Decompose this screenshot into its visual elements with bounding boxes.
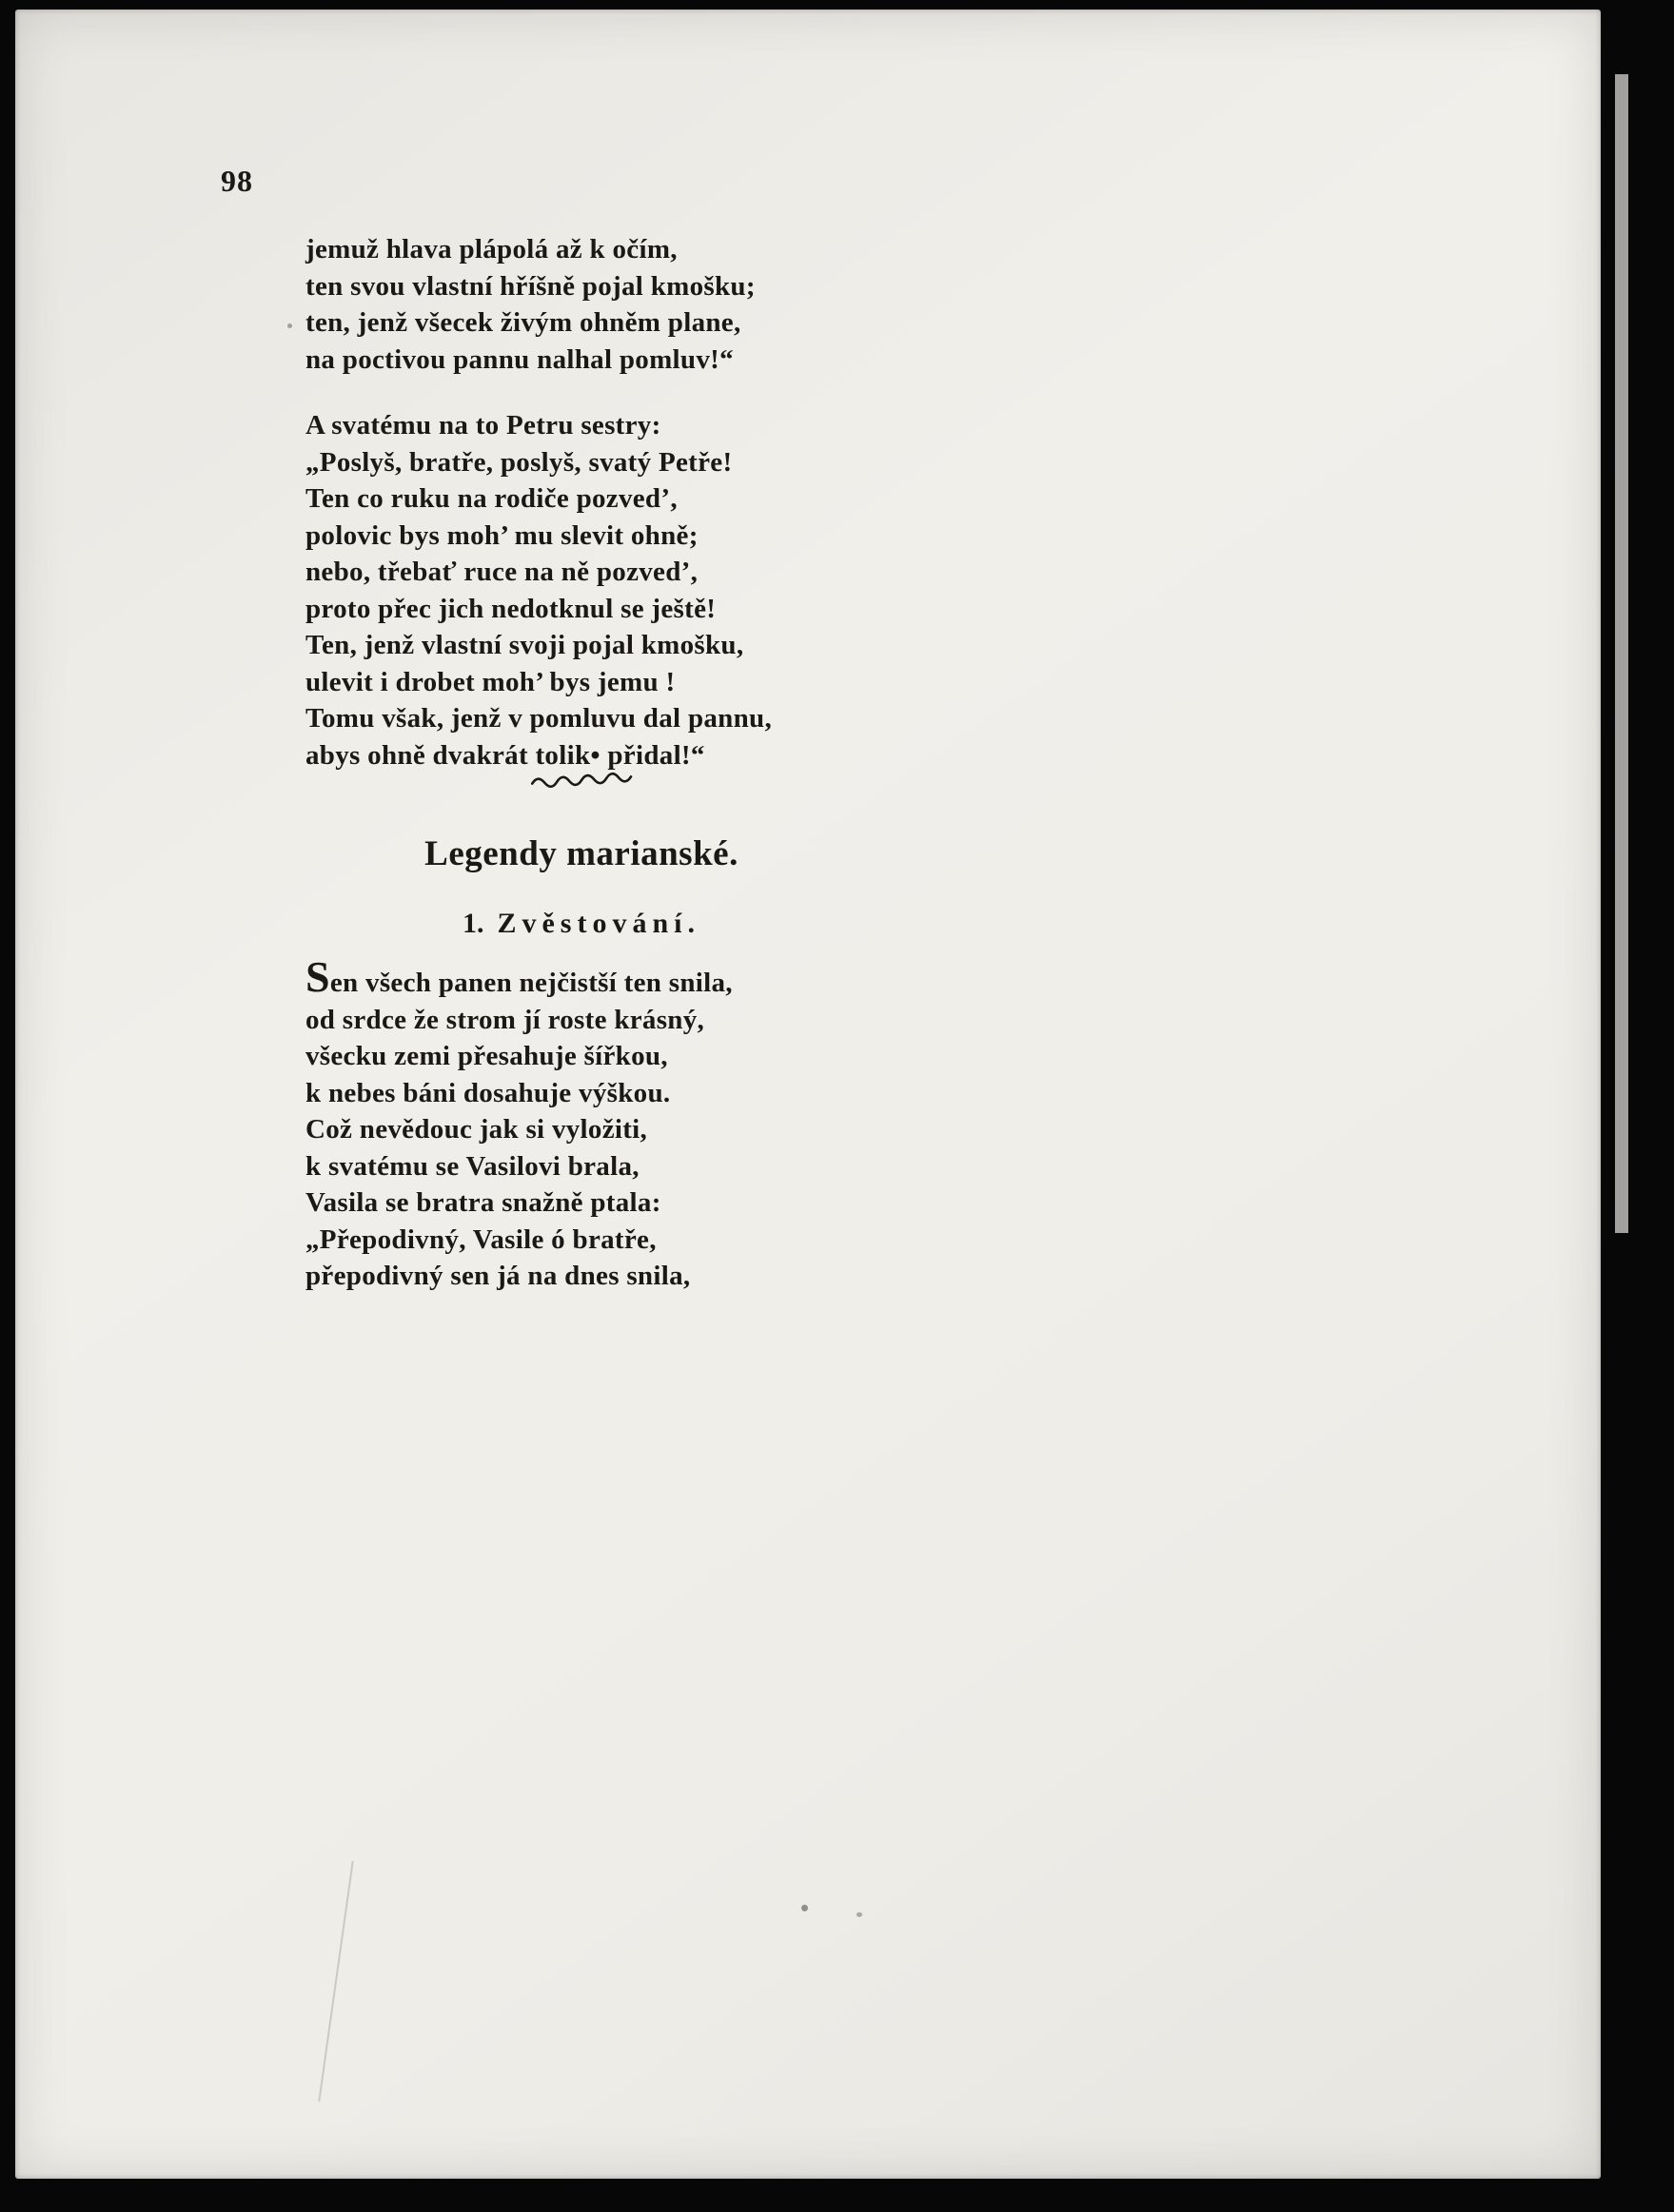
section-subheading — [305, 908, 857, 940]
scan-speckle — [801, 1905, 808, 1911]
verse-line: A svatému na to Petru sestry: — [305, 410, 661, 440]
verse-line: všecku zemi přesahuje šířkou, — [305, 1041, 668, 1071]
verse-line: ten svou vlastní hříšně pojal kmošku; — [305, 270, 756, 302]
subsection-title: Zvěstování. — [497, 908, 700, 939]
verse-line: nebo, třebať ruce na ně pozved’, — [305, 557, 699, 587]
verse-stanza-3 — [305, 952, 857, 1295]
verse-line: Ten, jenž vlastní svoji pojal kmošku, — [305, 630, 744, 660]
verse-line: přepodivný sen já na dnes snila, — [305, 1261, 691, 1291]
verse-line: Vasila se bratra snažně ptala: — [305, 1187, 661, 1218]
verse-line: jemuž hlava plápolá až k očím, — [305, 234, 678, 264]
book-page — [15, 10, 1601, 2179]
verse-line: ulevit i drobet moh’ bys jemu ! — [305, 666, 676, 697]
verse-stanza-1 — [305, 231, 857, 378]
scan-speckle — [857, 1912, 862, 1917]
verse-line: na poctivou pannu nalhal pomluv!“ — [305, 343, 734, 375]
scan-speckle — [287, 323, 292, 328]
section-heading: Legendy marianské. — [424, 834, 739, 873]
verse-line: Ten co ruku na rodiče pozved’, — [305, 483, 678, 514]
verse-line: k nebes báni dosahuje výškou. — [305, 1077, 671, 1108]
verse-line: „Poslyš, bratře, poslyš, svatý Petře! — [305, 446, 733, 478]
subsection-number: 1. — [462, 908, 484, 939]
verse-stanza-2 — [305, 407, 857, 773]
verse-line: Tomu však, jenž v pomluvu dal pannu, — [305, 703, 773, 734]
verse-line: Sen všech panen nejčistší ten snila, — [305, 952, 733, 1001]
verse-line: k svatému se Vasilovi brala, — [305, 1150, 640, 1182]
section-divider-squiggle — [305, 771, 857, 791]
verse-line: polovic bys moh’ mu slevit ohně; — [305, 519, 699, 551]
scan-edge-sliver — [1615, 74, 1628, 1233]
squiggle-rule-icon — [528, 767, 636, 790]
verse-line: Což nevědouc jak si vyložiti, — [305, 1114, 648, 1145]
verse-line: od srdce že strom jí roste krásný, — [305, 1004, 705, 1035]
verse-line: abys ohně dvakrát tolik• přidal!“ — [305, 739, 705, 771]
verse-line: ten, jenž všecek živým ohněm plane, — [305, 307, 741, 338]
page-number: 98 — [221, 164, 253, 198]
verse-line: „Přepodivný, Vasile ó bratře, — [305, 1223, 657, 1255]
verse-line: proto přec jich nedotknul se ještě! — [305, 593, 717, 624]
paper-crease — [318, 1861, 353, 2102]
